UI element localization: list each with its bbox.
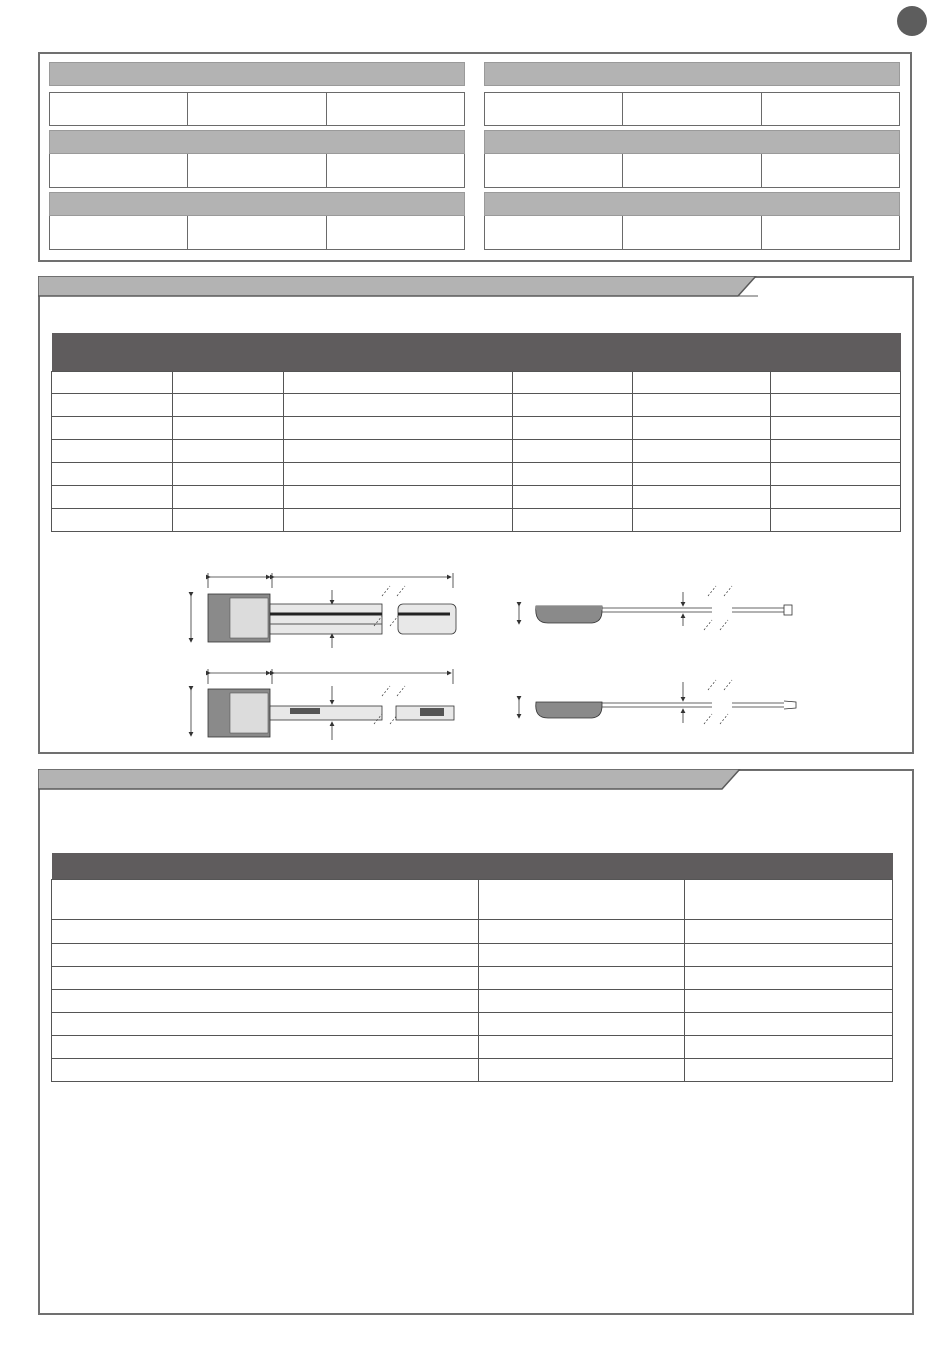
- table-cell: [685, 1035, 893, 1058]
- summary-cell: [762, 93, 899, 125]
- table-cell: [685, 943, 893, 966]
- table-row: [52, 1035, 893, 1058]
- specifications-section: [38, 769, 914, 1315]
- summary-cell: [762, 216, 899, 249]
- table-cell: [685, 919, 893, 943]
- summary-cell: [623, 93, 761, 125]
- table-row: [52, 966, 893, 989]
- table-cell: [685, 1058, 893, 1081]
- summary-row: [484, 92, 900, 126]
- summary-cell: [485, 216, 623, 249]
- table-row: [52, 1058, 893, 1081]
- summary-cell: [327, 93, 464, 125]
- section-title-tab: [38, 769, 760, 791]
- summary-cell: [623, 154, 761, 187]
- summary-row: [484, 216, 900, 250]
- summary-cell: [188, 216, 326, 249]
- summary-header-bar: [49, 192, 465, 216]
- summary-cell: [762, 154, 899, 187]
- table-header-cell: [479, 853, 685, 879]
- table-row: [52, 989, 893, 1012]
- side-profile-drawing-top: [519, 586, 792, 630]
- summary-group-right: [484, 62, 900, 250]
- table-header-cell: [52, 853, 479, 879]
- summary-cell: [188, 93, 326, 125]
- summary-row: [49, 154, 465, 188]
- summary-cell: [50, 216, 188, 249]
- table-header-cell: [685, 853, 893, 879]
- table-cell: [479, 943, 685, 966]
- summary-cell: [623, 216, 761, 249]
- specifications-table: [51, 853, 893, 1082]
- table-cell: [52, 943, 479, 966]
- table-row: [52, 879, 893, 919]
- table-cell: [52, 1035, 479, 1058]
- technical-drawings: [40, 278, 912, 752]
- summary-header-bar: [49, 62, 465, 86]
- summary-row: [484, 154, 900, 188]
- side-profile-drawing-bottom: [519, 680, 796, 724]
- table-cell: [685, 989, 893, 1012]
- table-cell: [685, 1012, 893, 1035]
- summary-header-bar: [484, 192, 900, 216]
- summary-cell: [188, 154, 326, 187]
- table-row: [52, 919, 893, 943]
- summary-header-bar: [484, 62, 900, 86]
- table-cell: [479, 1035, 685, 1058]
- summary-header-bar: [484, 130, 900, 154]
- summary-group-left: [49, 62, 465, 250]
- summary-cell: [485, 154, 623, 187]
- summary-row: [49, 92, 465, 126]
- table-cell: [479, 1058, 685, 1081]
- summary-cell: [327, 154, 464, 187]
- summary-header-bar: [49, 130, 465, 154]
- table-cell: [685, 879, 893, 919]
- table-row: [52, 943, 893, 966]
- table-cell: [479, 919, 685, 943]
- table-cell: [52, 919, 479, 943]
- dimensions-section: [38, 276, 914, 754]
- summary-row: [49, 216, 465, 250]
- summary-cell: [327, 216, 464, 249]
- table-cell: [52, 1058, 479, 1081]
- table-cell: [479, 879, 685, 919]
- summary-cell: [50, 93, 188, 125]
- table-cell: [52, 966, 479, 989]
- summary-cell: [50, 154, 188, 187]
- table-cell: [479, 1012, 685, 1035]
- table-cell: [52, 989, 479, 1012]
- summary-cell: [485, 93, 623, 125]
- motor-rail-drawing-bottom: [191, 669, 454, 740]
- table-cell: [52, 879, 479, 919]
- summary-box: [38, 52, 912, 262]
- table-row: [52, 1012, 893, 1035]
- table-cell: [479, 966, 685, 989]
- table-cell: [685, 966, 893, 989]
- page-number-badge: [897, 6, 927, 36]
- motor-rail-drawing-top: [191, 573, 456, 648]
- table-cell: [52, 1012, 479, 1035]
- table-cell: [479, 989, 685, 1012]
